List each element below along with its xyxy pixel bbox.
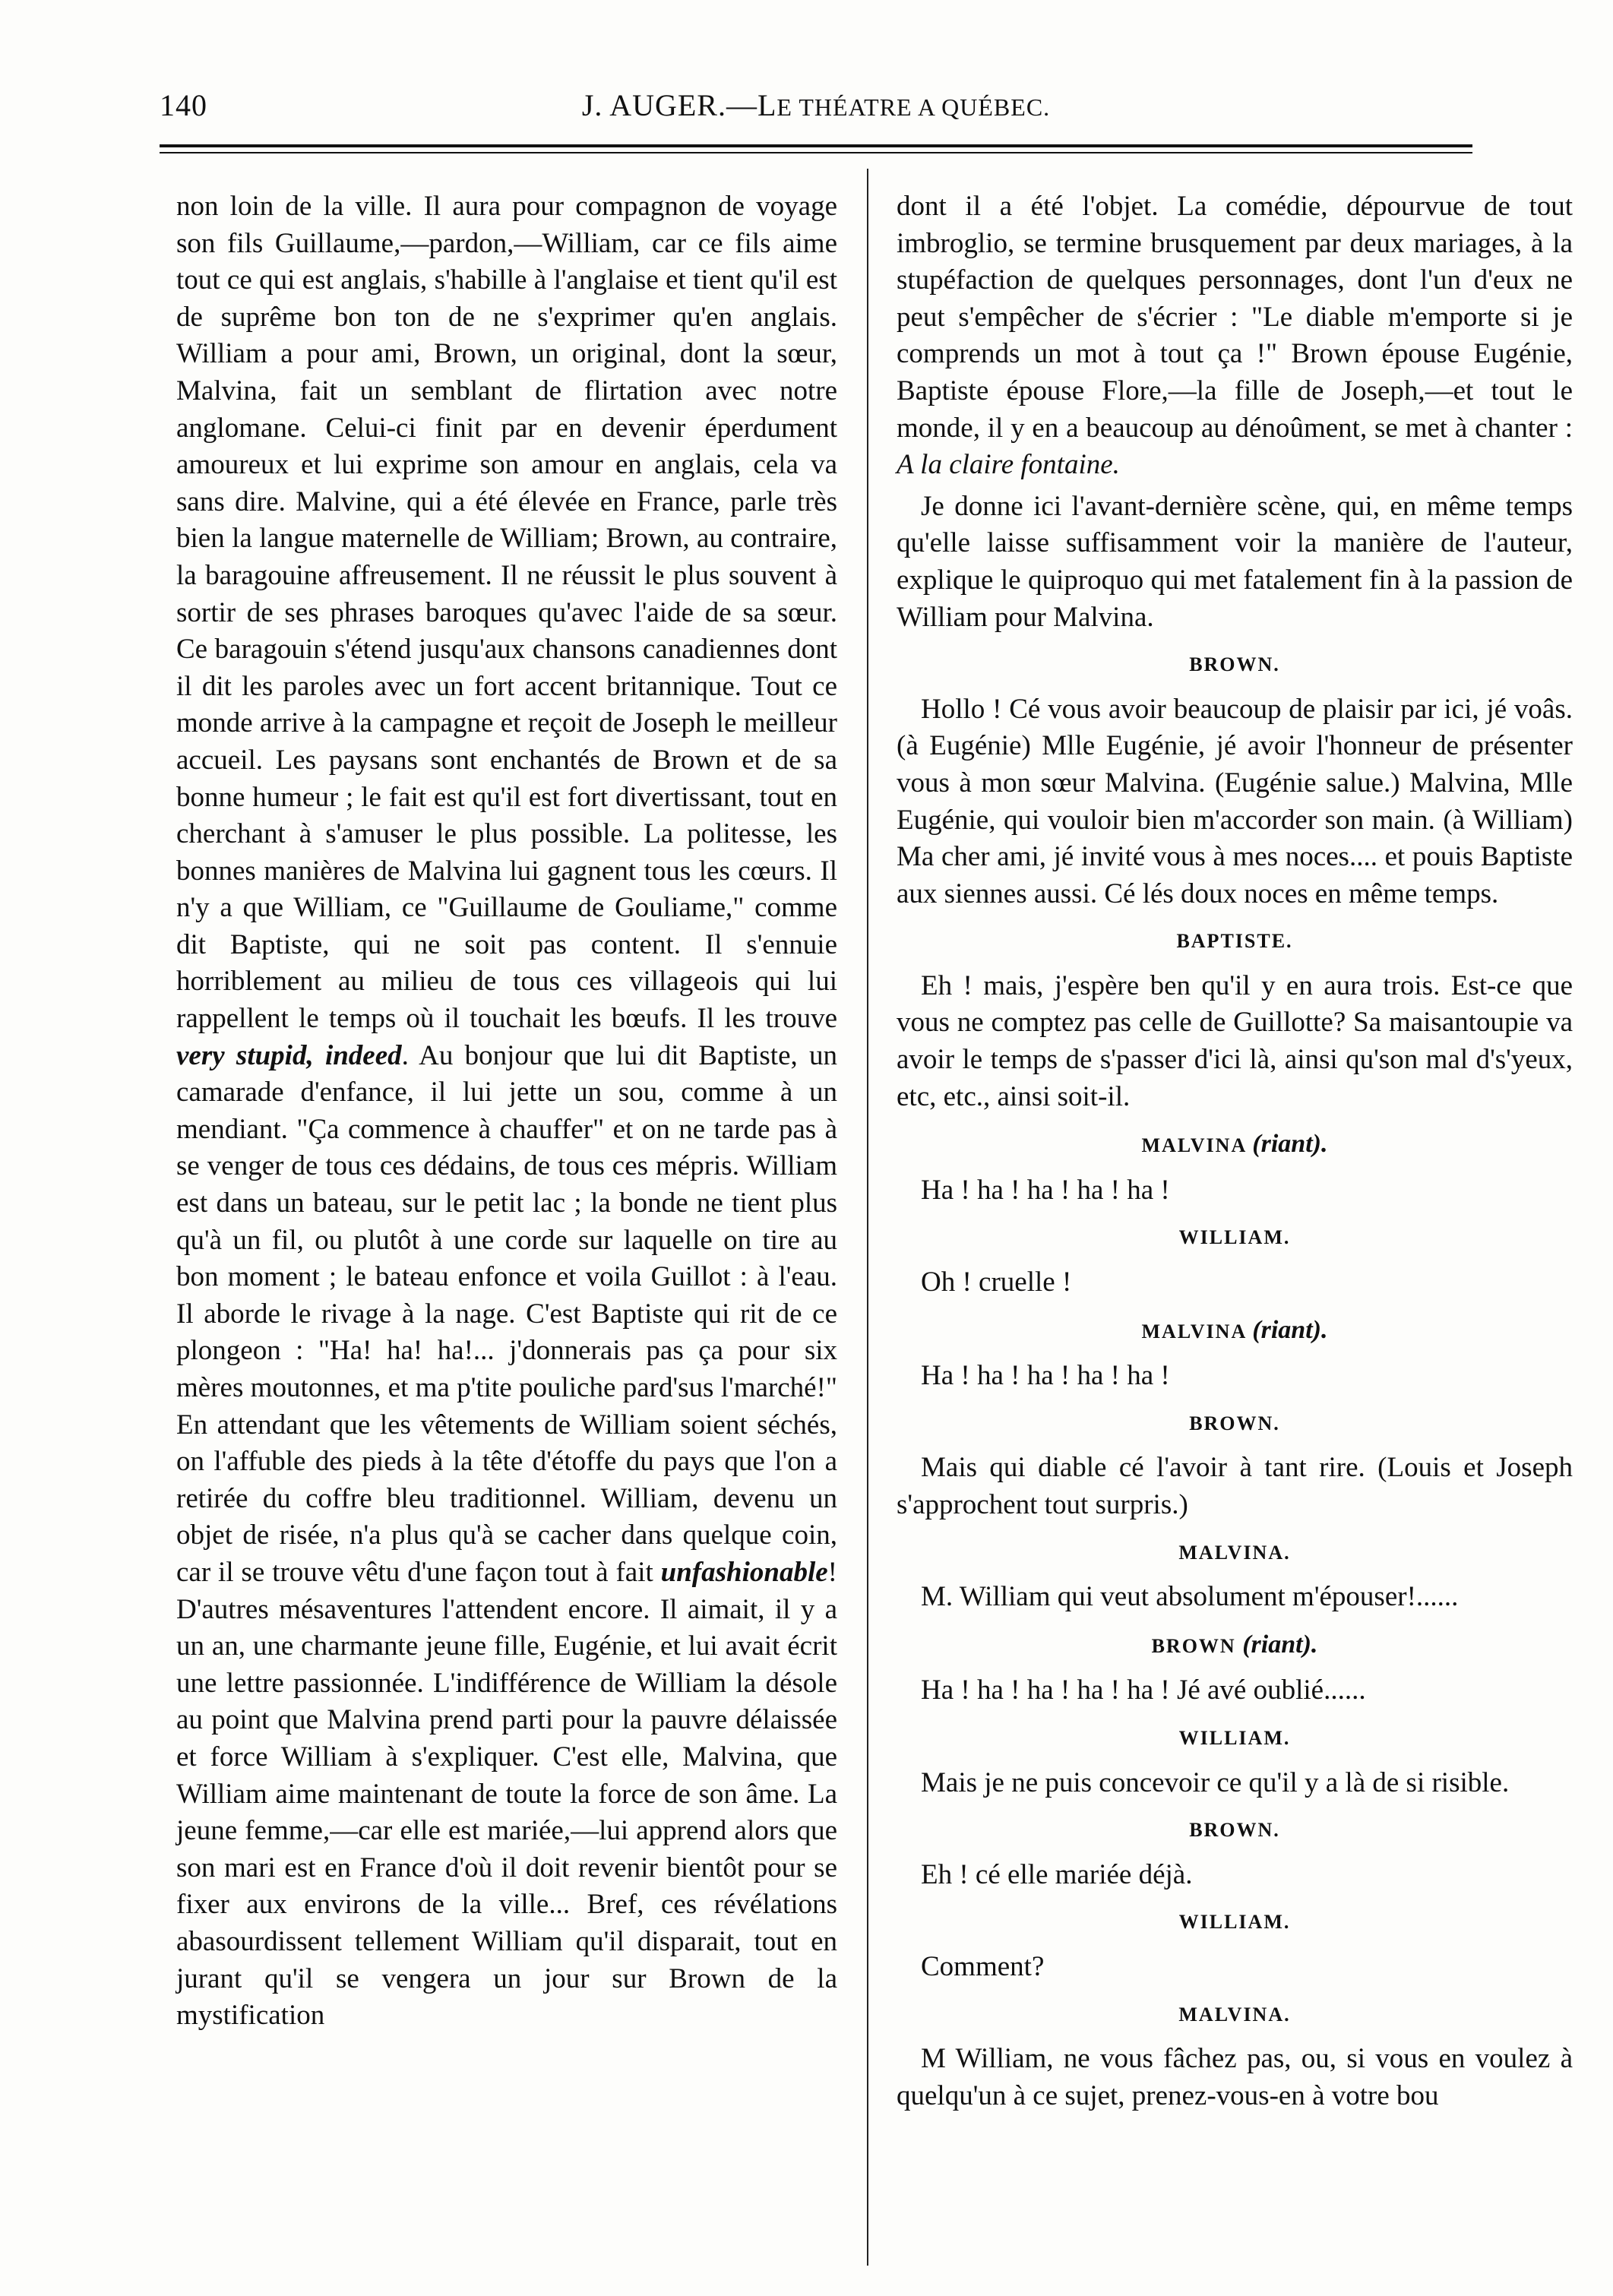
speaker-label: BROWN. [1189,1412,1280,1434]
speaker-name [897,1535,1573,1572]
speaker-name [897,1219,1573,1257]
speaker-label: BAPTISTE. [1176,930,1293,953]
speaker-name [897,647,1573,684]
speaker-name [897,1312,1573,1351]
speaker-name [897,1627,1573,1665]
title-le: L [757,88,777,122]
right-paragraph-2: Je donne ici l'avant-dernière scène, qui, en même temps qu'elle laisse suffisamment voir la manière de l'auteur, explique le quiproquo qui met fatalement fin à la passion de William pour Malvina. [897,490,1573,633]
right-column [897,188,1573,2114]
dialogue-line: Hollo ! Cé vous avoir beaucoup de plaisir par ici, jé voâs. (à Eugénie) Mlle Eugénie, jé avoir l'honneur de présenter vous à mon sœur Malvina. (Eugénie salue.) Malvina, Mlle Eugénie, qui vouloir bien m'accorder son main. (à William) Ma cher ami, jé invité vous à mes noces.... et pouis Baptiste aux siennes aussi. Cé lés doux noces en même temps. [897,693,1573,909]
dialogue-line: Eh ! mais, j'espère ben qu'il y en aura trois. Est-ce que vous ne comptez pas celle de Guillotte? Sa maisantoupie va avoir le temps de s'passer d'ici là, ainsi qu'son mal d's'yeux, etc, etc., ainsi soit-il. [897,969,1573,1112]
dialogue-line: Mais je ne puis concevoir ce qu'il y a là de si risible. [921,1766,1510,1798]
speaker-label: MALVINA [1141,1134,1246,1157]
left-text-1: non loin de la ville. Il aura pour compagnon de voyage son fils Guillaume,—pardon,—William, car ce fils aime tout ce qui est anglais, s'habille à l'anglaise et tient qu'il est de suprême bon ton de ne s'exprimer qu'en anglais. William a pour ami, Brown, un original, dont la sœur, Malvina, fait un semblant de flirtation avec notre anglomane. Celui-ci finit par en devenir éperdument amoureux et lui exprime son amour en anglais, cela va sans dire. Malvine, qui a été élevée en France, parle très bien la langue maternelle de William; Brown, au contraire, la baragouine affreusement. Il ne réussit le plus souvent à sortir de ses phrases baroques qu'avec l'aide de sa sœur. Ce baragouin s'étend jusqu'aux chansons canadiennes dont il dit les paroles avec un fort accent britannique. Tout ce monde arrive à la campagne et reçoit de Joseph le meilleur accueil. Les paysans sont enchantés de Brown et de sa bonne humeur ; le fait est qu'il est fort divertissant, tout en cherchant à s'amuser le plus possible. La politesse, les bonnes manières de Malvina lui gagnent tous les cœurs. Il n'y a que William, ce "Guillaume de Gouliame," comme dit Baptiste, qui ne soit pas content. Il s'ennuie horriblement au milieu de tous ces villageois qui lui rappellent le temps où il touchait les bœufs. Il les trouve [176,191,837,1035]
dialogue [897,647,1573,2114]
running-header [160,87,1472,133]
dialogue-line: Eh ! cé elle mariée déjà. [921,1858,1193,1890]
dialogue-line: M William, ne vous fâchez pas, ou, si vous en voulez à quelqu'un à ce sujet, prenez-vous-en à votre bou [897,2043,1573,2111]
speaker-name [897,1406,1573,1443]
speaker-name [897,1997,1573,2034]
left-italic-2: unfashionable [660,1556,828,1588]
speaker-label: WILLIAM. [1178,1911,1291,1934]
dialogue-line: Ha ! ha ! ha ! ha ! ha ! [921,1174,1170,1206]
left-paragraph [176,188,837,2035]
header-rule-thin [160,152,1472,153]
dialogue-line: Oh ! cruelle ! [921,1267,1072,1298]
speaker-label: WILLIAM. [1178,1226,1291,1249]
speaker-label: BROWN [1151,1634,1236,1657]
speaker-label: BROWN. [1189,1819,1280,1842]
speaker-name [897,1904,1573,1941]
left-text-3: ! D'autres mésaventures l'attendent encore. Il aimait, il y a un an, une charmante jeune fille, Eugénie, et lui avait écrit une lettre passionnée. L'indifférence de William la désole au point que Malvina prend parti pour la pauvre délaissée et force William à s'expliquer. C'est elle, Malvina, que William aime maintenant de toute la force de son âme. La jeune femme,—car elle est mariée,—lui apprend alors que son mari est en France d'où il doit revenir bientôt pour se fixer aux environs de la ville... Bref, ces révélations abasourdissent tellement William qu'il disparait, tout en jurant qu'il se vengera un jour sur Brown de la mystification [176,1556,837,2032]
speaker-name [897,923,1573,960]
speaker-name [897,1126,1573,1165]
stage-direction: (riant). [1252,1315,1328,1344]
stage-direction: (riant). [1242,1630,1318,1659]
left-column [176,188,837,2035]
running-title [160,87,1472,123]
dialogue-line: Mais qui diable cé l'avoir à tant rire. (Louis et Joseph s'approchent tout surpris.) [897,1452,1573,1520]
page-number: 140 [160,88,207,122]
dialogue-line: Comment? [921,1950,1045,1982]
title-rest: E THÉATRE A QUÉBEC. [776,93,1051,121]
left-text-2: . Au bonjour que lui dit Baptiste, un camarade d'enfance, il lui jette un sou, comme à un mendiant. "Ça commence à chauffer" et on ne tarde pas à se venger de tous ces dédains, de tous ces mépris. William est dans un bateau, sur le petit lac ; la bonde ne tient plus qu'à un fil, ou plutôt à une corde sur laquelle on tire au bon moment ; le bateau enfonce et voila Guillot : à l'eau. Il aborde le rivage à la nage. C'est Baptiste qui rit de ce plongeon : "Ha! ha! ha!... j'donnerais pas ça pour six mères moutonnes, et ma p'tite pouliche pard'sus l'marché!" En attendant que les vêtements de William soient séchés, on l'affuble des pieds à la tête d'étoffe du pays que l'on a retirée du coffre bleu traditionnel. William, devenu un objet de risée, n'a plus qu'à se cacher dans quelque coin, car il se trouve vêtu d'une façon tout à fait [176,1039,837,1588]
header-rule-thick [160,144,1472,147]
speaker-label: BROWN. [1189,653,1280,676]
dialogue-line: Ha ! ha ! ha ! ha ! ha ! Jé avé oublié...... [921,1675,1366,1706]
song-title: A la claire fontaine. [897,449,1120,481]
speaker-label: MALVINA. [1178,2003,1291,2026]
stage-direction: (riant). [1252,1130,1328,1159]
speaker-label: MALVINA. [1178,1541,1291,1564]
dialogue-line: M. William qui veut absolument m'épouser!...... [921,1581,1459,1613]
right-para1-text: dont il a été l'objet. La comédie, dépourvue de tout imbroglio, se termine brusquement par deux mariages, à la stupéfaction de quelques personnages, dont l'un d'eux ne peut s'empêcher de s'écrier : "Le diable m'emporte si je comprends un mot à tout ça !" Brown épouse Eugénie, Baptiste épouse Flore,—la fille de Joseph,—et tout le monde, il y en a beaucoup au dénoûment, se met à chanter : [897,191,1573,444]
speaker-name [897,1720,1573,1757]
speaker-name [897,1812,1573,1849]
left-italic-1: very stupid, indeed [176,1039,402,1071]
column-divider [867,169,868,2266]
dialogue-line: Ha ! ha ! ha ! ha ! ha ! [921,1360,1170,1392]
title-main: J. AUGER.— [581,88,757,122]
speaker-label: WILLIAM. [1178,1726,1291,1749]
right-paragraph-1 [897,188,1573,484]
speaker-label: MALVINA [1141,1320,1246,1342]
